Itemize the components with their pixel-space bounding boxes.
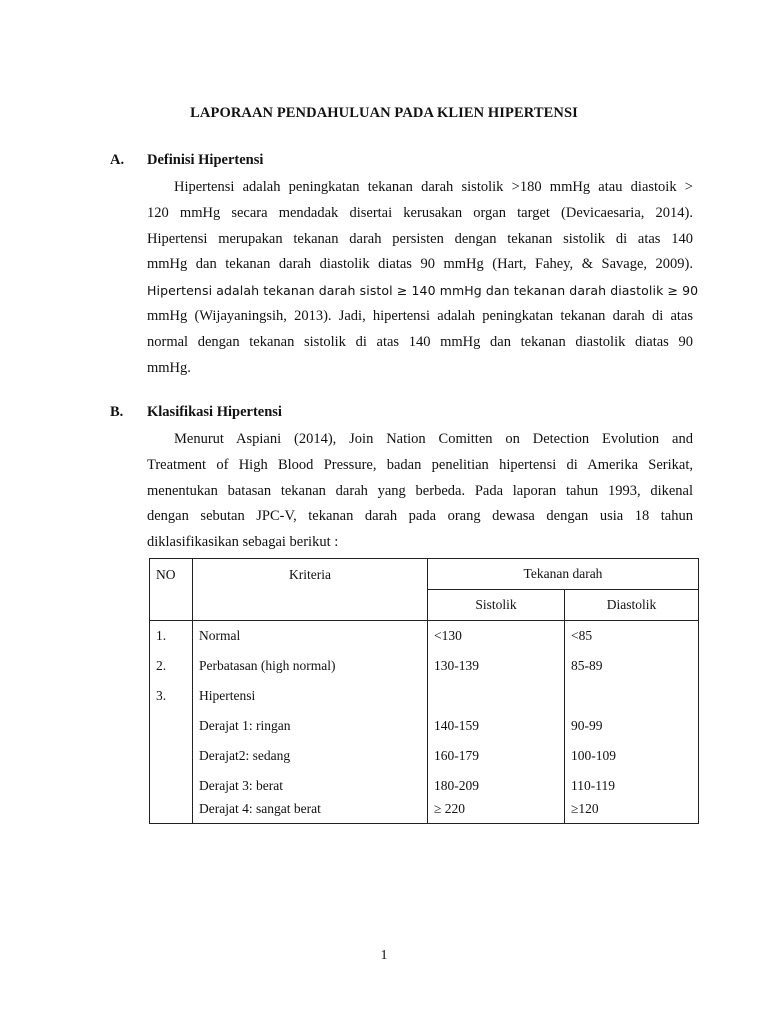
paragraph-line: dengan sebutan JPC-V, tekanan darah pada orang dewasa dengan usia 18 tahun <box>147 508 693 525</box>
cell-no: 1. <box>150 621 193 652</box>
cell-sistolik: ≥ 220 <box>428 801 565 824</box>
cell-no <box>150 771 193 801</box>
section-a-letter: A. <box>110 152 125 168</box>
paragraph-line: diklasifikasikan sebagai berikut : <box>147 534 339 551</box>
cell-sistolik: 180-209 <box>428 771 565 801</box>
paragraph-line: mmHg dan tekanan darah diastolik diatas 90 mmHg (Hart, Fahey, & Savage, 2009). <box>147 256 693 273</box>
header-no: NO <box>150 559 193 621</box>
table-row <box>150 711 699 741</box>
page-number: 1 <box>380 948 388 963</box>
paragraph-line: normal dengan tekanan sistolik di atas 140 mmHg dan tekanan diastolik diatas 90 <box>147 333 693 350</box>
cell-diastolik: 85-89 <box>565 651 699 681</box>
section-b-heading: Klasifikasi Hipertensi <box>147 404 282 420</box>
document-title: LAPORAAN PENDAHULUAN PADA KLIEN HIPERTENSI <box>190 105 578 121</box>
cell-kriteria: Derajat 3: berat <box>193 771 428 801</box>
section-a-paragraph <box>147 175 699 381</box>
header-tekanan-darah: Tekanan darah <box>428 559 699 590</box>
cell-kriteria: Hipertensi <box>193 681 428 711</box>
cell-sistolik: 130-139 <box>428 651 565 681</box>
cell-kriteria: Derajat2: sedang <box>193 741 428 771</box>
cell-diastolik <box>565 681 699 711</box>
paragraph-line: Hipertensi adalah peningkatan tekanan darah sistolik >180 mmHg atau diastoik > <box>174 179 693 195</box>
cell-sistolik: 140-159 <box>428 711 565 741</box>
header-kriteria: Kriteria <box>193 559 428 621</box>
cell-diastolik: <85 <box>565 621 699 652</box>
paragraph-line: Hipertensi merupakan tekanan darah persisten dengan tekanan sistolik di atas 140 <box>147 230 693 247</box>
cell-sistolik: <130 <box>428 621 565 652</box>
cell-sistolik: 160-179 <box>428 741 565 771</box>
paragraph-line: mmHg. <box>147 359 191 376</box>
section-a-heading: Definisi Hipertensi <box>147 152 264 168</box>
cell-no <box>150 801 193 824</box>
header-sistolik: Sistolik <box>428 590 565 621</box>
cell-kriteria: Derajat 1: ringan <box>193 711 428 741</box>
cell-kriteria: Perbatasan (high normal) <box>193 651 428 681</box>
cell-diastolik: 90-99 <box>565 711 699 741</box>
table-row <box>150 801 699 824</box>
paragraph-line: Menurut Aspiani (2014), Join Nation Comitten on Detection Evolution and <box>174 431 693 447</box>
cell-sistolik <box>428 681 565 711</box>
table-row <box>150 741 699 771</box>
table-header-row <box>150 559 699 590</box>
header-diastolik: Diastolik <box>565 590 699 621</box>
cell-diastolik: 100-109 <box>565 741 699 771</box>
cell-diastolik: 110-119 <box>565 771 699 801</box>
table-row <box>150 771 699 801</box>
section-b-letter: B. <box>110 404 124 420</box>
cell-kriteria: Normal <box>193 621 428 652</box>
section-b-paragraph <box>147 427 693 556</box>
table-row <box>150 651 699 681</box>
cell-no: 2. <box>150 651 193 681</box>
cell-no: 3. <box>150 681 193 711</box>
cell-diastolik: ≥120 <box>565 801 699 824</box>
paragraph-line: Hipertensi adalah tekanan darah sistol ≥ 140 mmHg dan tekanan darah diastolik ≥ 90 <box>147 283 699 299</box>
cell-no <box>150 711 193 741</box>
classification-table <box>149 558 699 824</box>
paragraph-line: mmHg (Wijayaningsih, 2013). Jadi, hipertensi adalah peningkatan tekanan darah di atas <box>147 307 693 324</box>
cell-no <box>150 741 193 771</box>
paragraph-line: menentukan batasan tekanan darah yang berbeda. Pada laporan tahun 1993, dikenal <box>147 482 693 499</box>
cell-kriteria: Derajat 4: sangat berat <box>193 801 428 824</box>
paragraph-line: 120 mmHg secara mendadak disertai kerusakan organ target (Devicaesaria, 2014). <box>147 204 693 221</box>
table-row <box>150 681 699 711</box>
table-row <box>150 621 699 652</box>
paragraph-line: Treatment of High Blood Pressure, badan penelitian hipertensi di Amerika Serikat, <box>147 456 693 473</box>
